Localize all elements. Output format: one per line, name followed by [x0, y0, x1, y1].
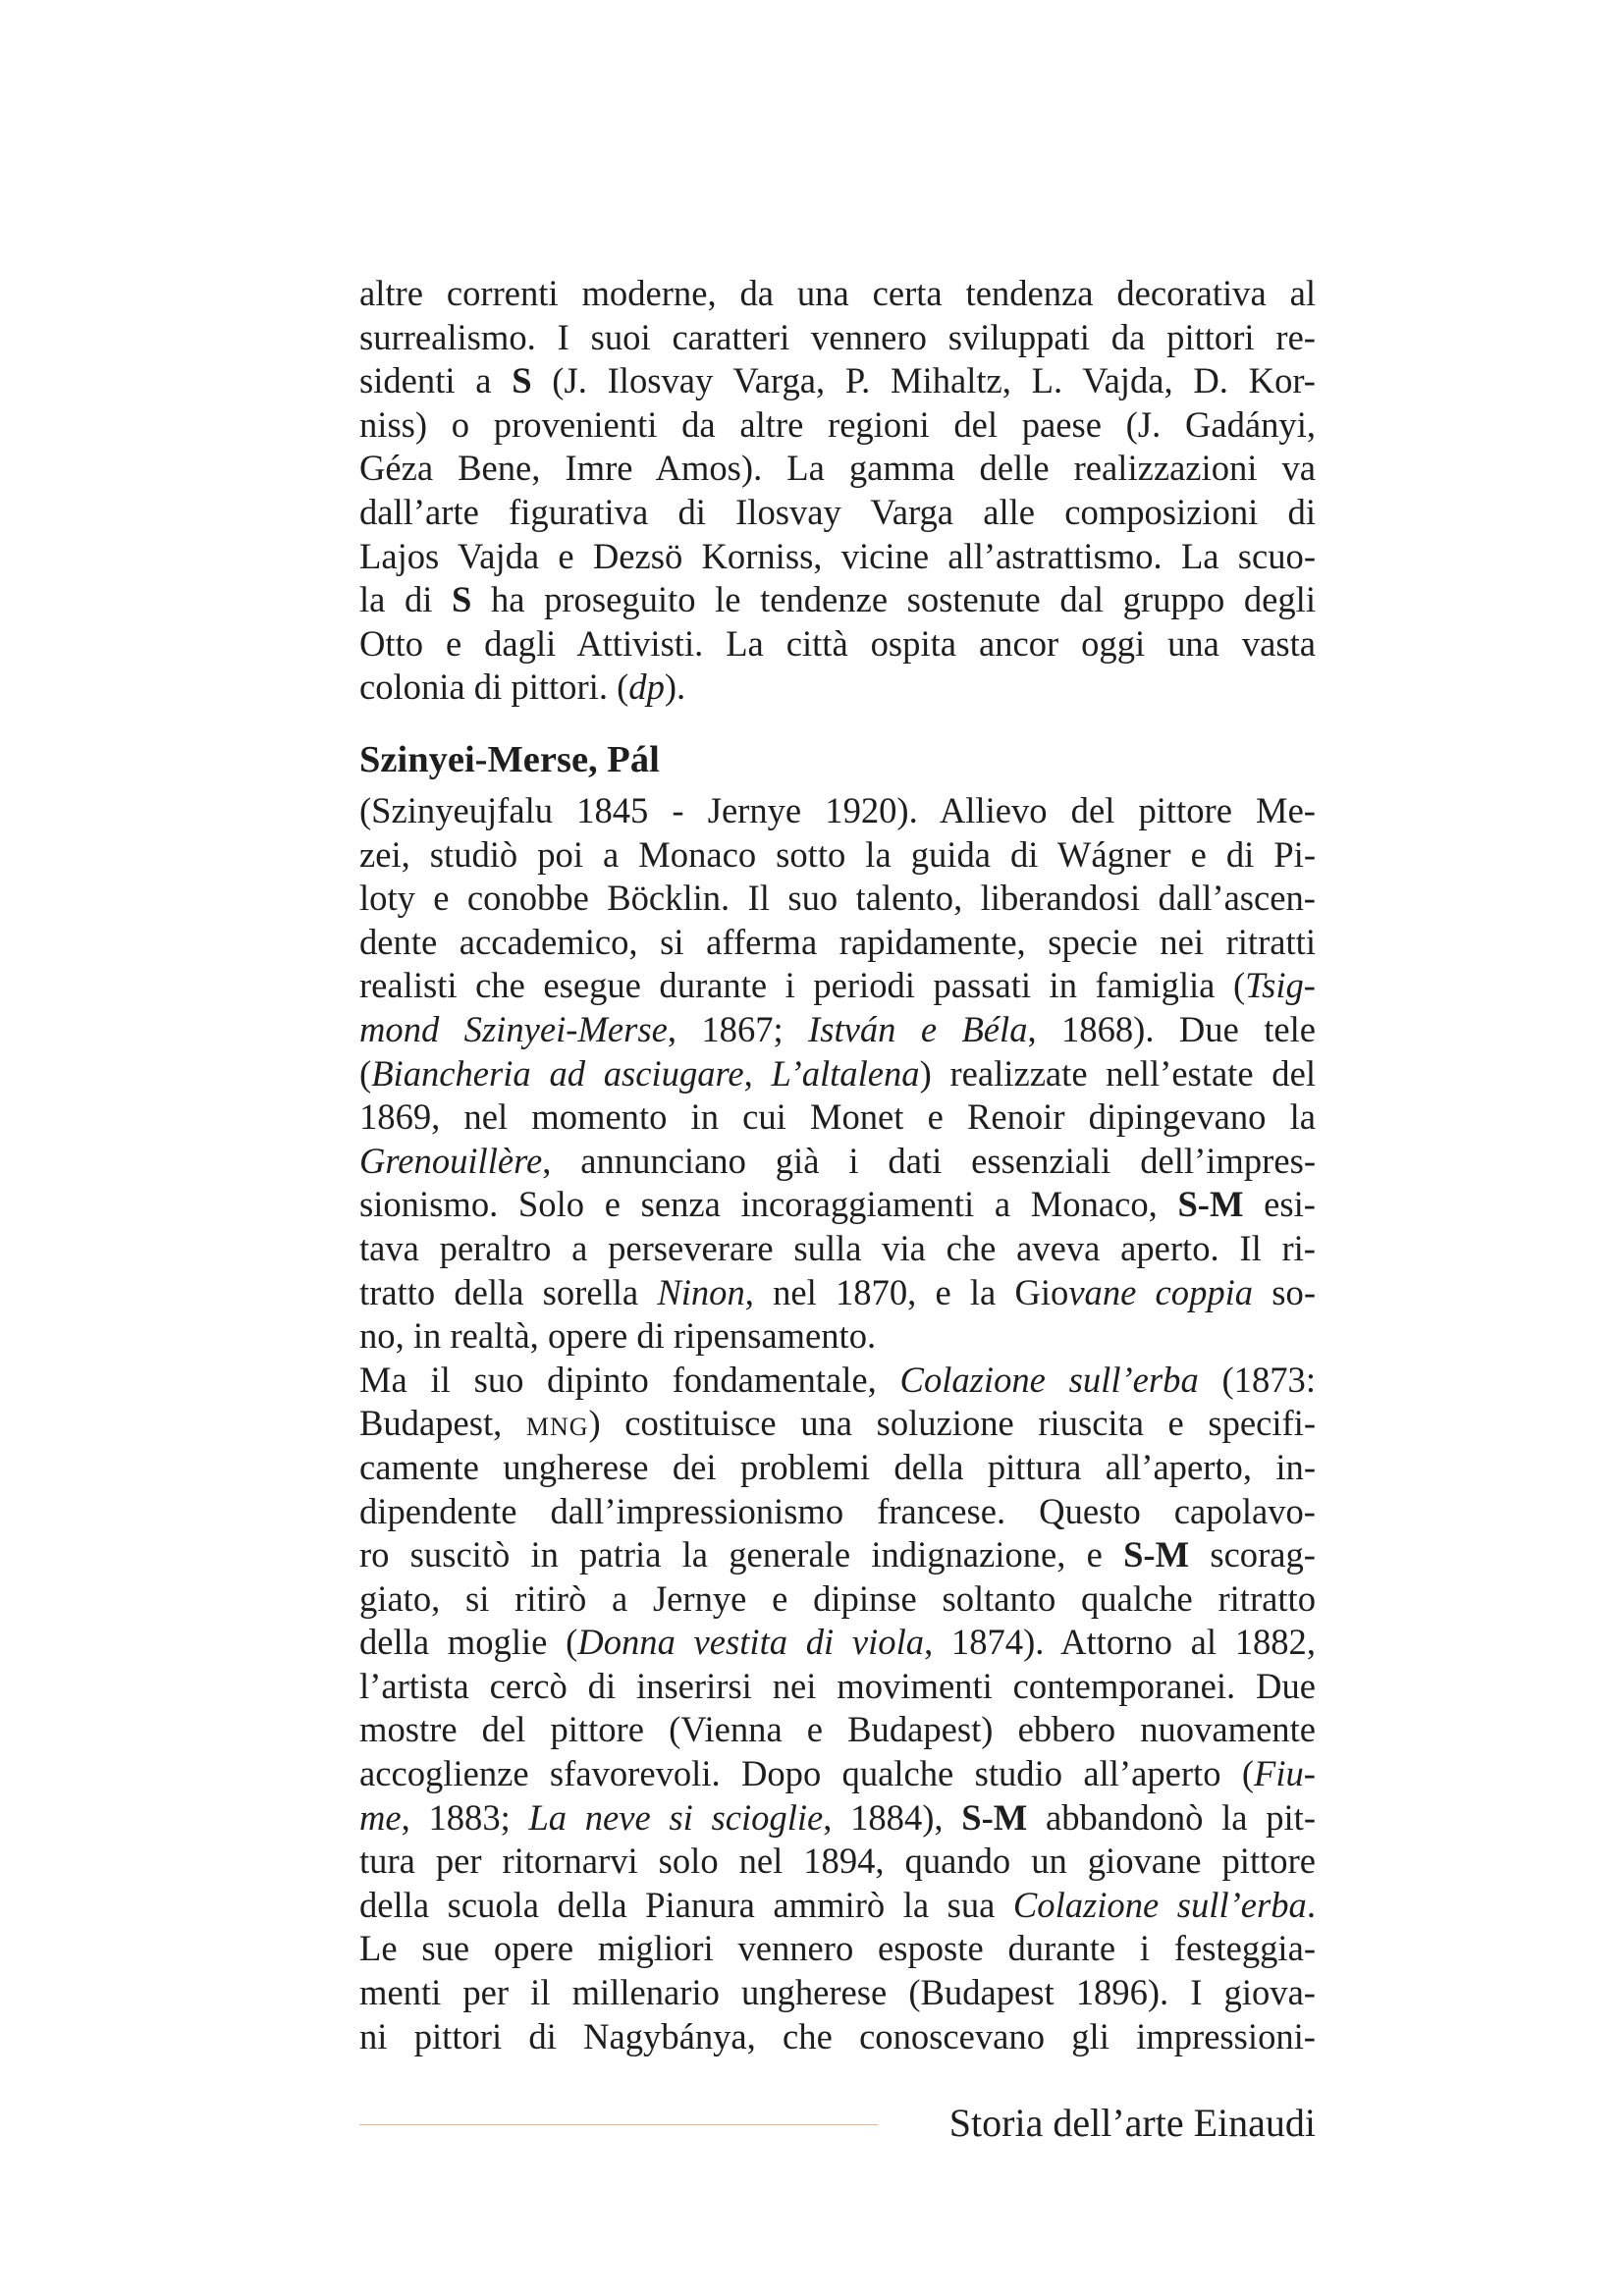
small-caps-run: MNG [525, 1413, 589, 1442]
text-run: della moglie ( [359, 1622, 578, 1663]
italic-run: Grenouillère [359, 1140, 543, 1181]
text-run: surrealismo. I suoi caratteri vennero sviluppati da pittori re- [359, 316, 1316, 357]
italic-run: Colazione sull’erba [1012, 1884, 1307, 1925]
text-line [359, 1095, 1316, 1140]
italic-run: dp [628, 667, 665, 708]
body-text-entry [359, 789, 1316, 2058]
text-run: (1873: [1198, 1359, 1316, 1400]
bold-run: S-M [1177, 1184, 1244, 1225]
text-run: niss) o provenienti da altre regioni del paese (J. Gadányi, [359, 403, 1316, 445]
text-line [359, 1008, 1316, 1052]
text-run: Géza Bene, Imre Amos). La gamma delle realizzazioni va [359, 448, 1316, 489]
italic-run: Fiu- [1254, 1753, 1316, 1794]
italic-run: vane coppia [1068, 1271, 1254, 1312]
text-line [359, 833, 1316, 878]
text-run: tratto della sorella [359, 1271, 658, 1312]
text-line [359, 491, 1316, 535]
text-run: sidenti a [359, 360, 513, 401]
text-run: 1869, nel momento in cui Monet e Renoir dipingevano la [359, 1096, 1316, 1138]
italic-run: Donna vestita di viola [577, 1622, 925, 1663]
text-line [359, 1359, 1316, 1403]
italic-run: István e Béla [808, 1008, 1028, 1049]
italic-run: L’altalena [771, 1052, 920, 1094]
text-line [359, 1840, 1316, 1884]
text-run: ro suscitò in patria la generale indignazione, e [359, 1534, 1124, 1575]
text-run: , 1883; [401, 1796, 529, 1838]
entry-heading: Szinyei-Merse, Pál [359, 739, 660, 780]
text-run: (Szinyeujfalu 1845 - Jernye 1920). Allievo del pittore Me- [359, 790, 1316, 830]
text-run: scorag- [1189, 1534, 1316, 1575]
italic-run: Biancheria ad asciugare [371, 1052, 744, 1094]
footer-rule [359, 2124, 878, 2125]
text-run: la di [359, 579, 453, 620]
text-line [359, 272, 1316, 316]
text-run: dall’arte figurativa di Ilosvay Varga alle composizioni di [359, 491, 1316, 532]
text-run: giato, si ritirò a Jernye e dipinse soltanto qualche ritratto [359, 1577, 1316, 1619]
text-run: tura per ritornarvi solo nel 1894, quando un giovane pittore [359, 1841, 1316, 1882]
text-run: mostre del pittore (Vienna e Budapest) ebbero nuovamente [359, 1709, 1316, 1750]
text-run: ) costituisce una soluzione riuscita e specifi- [588, 1403, 1317, 1444]
text-line [359, 1314, 1316, 1359]
text-run: altre correnti moderne, da una certa tendenza decorativa al [359, 273, 1316, 313]
text-run: , annunciano già i dati essenziali dell’impres- [542, 1140, 1316, 1181]
body-text-top [359, 272, 1316, 710]
italic-run: La neve si scioglie [528, 1796, 824, 1838]
bold-run: S-M [1123, 1534, 1190, 1575]
text-run: Le sue opere migliori vennero esposte durante i festeggia- [359, 1928, 1316, 1969]
text-line [359, 447, 1316, 491]
paragraph-biography-1 [359, 789, 1316, 1359]
text-run: , 1874). Attorno al 1882, [924, 1622, 1316, 1663]
text-run: , [743, 1052, 772, 1094]
italic-run: Ninon [657, 1271, 745, 1312]
text-run: (J. Ilosvay Varga, P. Mihaltz, L. Vajda, D. Kor- [531, 360, 1316, 401]
text-run: so- [1253, 1271, 1316, 1312]
text-line [359, 1621, 1316, 1665]
text-run: Lajos Vajda e Dezsö Korniss, vicine all’astrattismo. La scuo- [359, 535, 1316, 576]
text-line [359, 1052, 1316, 1096]
text-line [359, 1402, 1316, 1446]
text-run: Otto e dagli Attivisti. La città ospita ancor oggi una vasta [359, 622, 1316, 664]
text-line [359, 1971, 1316, 2015]
text-line [359, 1271, 1316, 1315]
text-run: Ma il suo dipinto fondamentale, [359, 1359, 900, 1400]
text-run: realisti che esegue durante i periodi passati in famiglia ( [359, 965, 1246, 1006]
text-run: accoglienze sfavorevoli. Dopo qualche studio all’aperto ( [359, 1753, 1255, 1794]
text-run: menti per il millenario ungherese (Budapest 1896). I giova- [359, 1972, 1316, 2013]
text-line [359, 1577, 1316, 1622]
text-line [359, 1446, 1316, 1490]
bold-run: S [452, 579, 472, 620]
text-run: ha proseguito le tendenze sostenute dal gruppo degli [471, 579, 1316, 620]
text-run: camente ungherese dei problemi della pittura all’aperto, in- [359, 1446, 1316, 1487]
text-run: esi- [1243, 1184, 1316, 1225]
text-run: ) realizzate nell’estate del [919, 1052, 1316, 1094]
text-line [359, 921, 1316, 965]
text-line [359, 1927, 1316, 1971]
text-line [359, 1884, 1316, 1928]
text-line [359, 1490, 1316, 1534]
text-run: l’artista cercò di inserirsi nei movimenti contemporanei. Due [359, 1665, 1316, 1706]
text-line [359, 964, 1316, 1008]
italic-run: Colazione sull’erba [899, 1359, 1199, 1400]
text-run: , 1868). Due tele [1027, 1008, 1316, 1049]
text-line [359, 622, 1316, 667]
text-run: . [1306, 1884, 1316, 1925]
text-run: ( [359, 1052, 372, 1094]
text-run: abbandonò la pit- [1027, 1796, 1317, 1838]
text-line [359, 1665, 1316, 1709]
text-line [359, 1708, 1316, 1752]
text-run: ni pittori di Nagybánya, che conoscevano gli impressioni- [359, 2015, 1316, 2056]
text-line [359, 1533, 1316, 1577]
text-line [359, 789, 1316, 833]
text-line [359, 359, 1316, 403]
italic-run: mond Szinyei-Merse [359, 1008, 668, 1049]
text-run: Budapest, [359, 1403, 526, 1444]
text-run: zei, studiò poi a Monaco sotto la guida di Wágner e di Pi- [359, 833, 1316, 875]
text-line [359, 1227, 1316, 1271]
text-line [359, 2015, 1316, 2059]
text-line [359, 1752, 1316, 1796]
text-run: ). [664, 667, 686, 708]
text-run: tava peraltro a perseverare sulla via che aveva aperto. Il ri- [359, 1227, 1316, 1268]
paragraph-top [359, 272, 1316, 710]
footer-publisher-label: Storia dell’arte Einaudi [948, 2101, 1316, 2145]
text-run: dipendente dall’impressionismo francese. Questo capolavo- [359, 1490, 1316, 1531]
text-line [359, 666, 1316, 710]
italic-run: Tsig- [1245, 965, 1316, 1006]
text-run: sionismo. Solo e senza incoraggiamenti a Monaco, [359, 1184, 1178, 1225]
text-line [359, 535, 1316, 579]
text-line [359, 403, 1316, 448]
text-line [359, 1796, 1316, 1841]
bold-run: S-M [961, 1796, 1028, 1838]
text-line [359, 578, 1316, 622]
text-line [359, 877, 1316, 921]
bold-run: S [512, 360, 532, 401]
text-run: dente accademico, si afferma rapidamente, specie nei ritratti [359, 921, 1316, 962]
text-run: no, in realtà, opere di ripensamento. [359, 1315, 877, 1357]
paragraph-biography-2 [359, 1359, 1316, 2059]
text-line [359, 1140, 1316, 1184]
text-run: , 1884), [823, 1796, 962, 1838]
italic-run: me [359, 1796, 402, 1838]
text-run: , 1867; [667, 1008, 809, 1049]
text-line [359, 1183, 1316, 1227]
text-line [359, 316, 1316, 360]
text-run: , nel 1870, e la Gio [744, 1271, 1069, 1312]
text-run: della scuola della Pianura ammirò la sua [359, 1884, 1013, 1925]
text-run: colonia di pittori. ( [359, 667, 629, 708]
text-run: loty e conobbe Böcklin. Il suo talento, liberandosi dall’ascen- [359, 878, 1316, 919]
